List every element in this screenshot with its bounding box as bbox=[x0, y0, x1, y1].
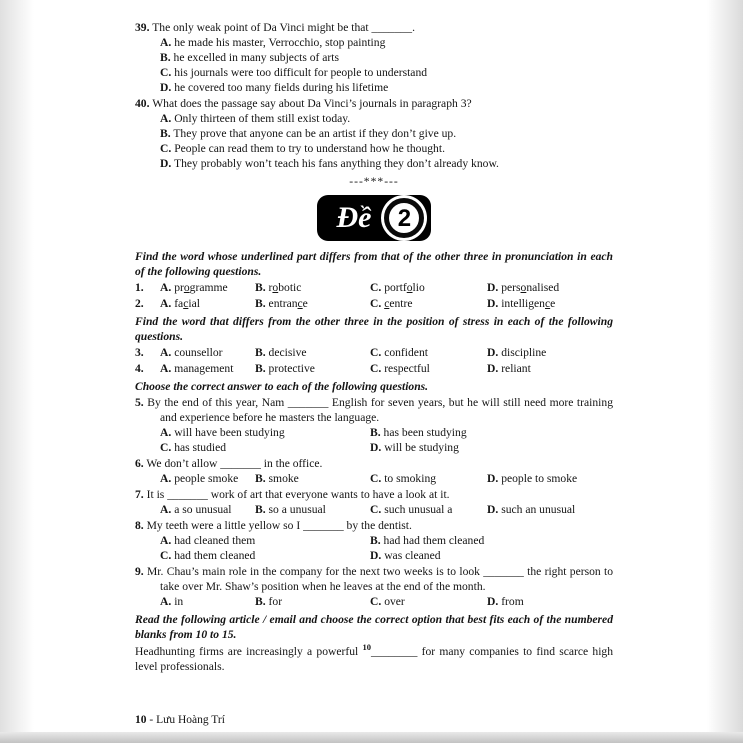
option-label: B. bbox=[255, 362, 266, 375]
answer-option: C. People can read them to try to understand how he thought. bbox=[160, 142, 445, 155]
instruction-text: Find the word whose underlined part differs from that of the other three in pronunciation in each of the following questions. bbox=[135, 250, 613, 278]
answer-option: C. had them cleaned bbox=[160, 549, 256, 562]
options-row bbox=[135, 80, 613, 95]
options-row bbox=[135, 156, 613, 171]
text-part: e bbox=[550, 297, 556, 310]
answer-option: B. had had them cleaned bbox=[370, 534, 485, 547]
superscript-number: 10 bbox=[362, 642, 371, 653]
underlined-letter: c bbox=[183, 297, 189, 310]
answer-option: C. to smoking bbox=[370, 472, 437, 485]
options-row bbox=[135, 502, 613, 517]
answer-option: D. people to smoke bbox=[487, 472, 578, 485]
text-part: e bbox=[302, 297, 308, 310]
option-label: B. bbox=[255, 595, 266, 608]
underlined-letter: o bbox=[183, 281, 190, 294]
answer-option: B. so a unusual bbox=[255, 503, 326, 516]
options-row bbox=[135, 35, 613, 50]
question-text: 39. The only weak point of Da Vinci might be that _______. bbox=[135, 21, 416, 34]
question bbox=[135, 20, 613, 95]
question-text: 5. By the end of this year, Nam _______ English for seven years, but he will still need more training and experience before he masters the language. bbox=[135, 396, 613, 424]
answer-option: D. he covered too many fields during his lifetime bbox=[160, 81, 389, 94]
option-label: D. bbox=[487, 472, 499, 485]
option-label: A. bbox=[160, 595, 172, 608]
question bbox=[135, 361, 613, 376]
instruction-text: Read the following article / email and choose the correct option that best fits each of the numbered blanks from 10 to 15. bbox=[135, 613, 613, 641]
answer-option: D. such an unusual bbox=[487, 503, 576, 516]
question bbox=[135, 296, 613, 311]
question-text: 6. We don’t allow _______ in the office. bbox=[135, 457, 323, 470]
question-row bbox=[135, 345, 613, 360]
option-label: D. bbox=[370, 441, 382, 454]
option-label: C. bbox=[160, 142, 172, 155]
underlined-letter: o bbox=[272, 281, 279, 294]
page-footer bbox=[135, 714, 225, 726]
test-badge bbox=[317, 195, 432, 241]
test-badge-label: Đề bbox=[336, 201, 372, 234]
footer-page-number: 10 bbox=[135, 714, 147, 726]
underlined-letter: c bbox=[297, 297, 303, 310]
doc-content bbox=[135, 20, 613, 674]
option-label: A. bbox=[160, 346, 172, 359]
option-label: D. bbox=[487, 281, 499, 294]
text-part: Headhunting firms are increasingly a powerful bbox=[135, 645, 363, 658]
text-part: ________ for many companies to find scarce high level professionals. bbox=[135, 645, 614, 673]
option-label: B. bbox=[255, 503, 266, 516]
question-number: 40. bbox=[135, 97, 150, 110]
question-text: 40. What does the passage say about Da Vinci’s journals in paragraph 3? bbox=[135, 97, 472, 110]
question-number: 5. bbox=[135, 396, 144, 409]
option-label: B. bbox=[255, 281, 266, 294]
option-label: A. bbox=[160, 534, 172, 547]
options-row bbox=[135, 425, 613, 440]
scan-edge-right bbox=[707, 0, 743, 743]
scan-edge-bottom bbox=[0, 732, 743, 743]
question-number: 2. bbox=[135, 297, 144, 310]
options-row bbox=[135, 65, 613, 80]
option-label: A. bbox=[160, 472, 172, 485]
option-label: C. bbox=[160, 441, 172, 454]
question-number: 6. bbox=[135, 457, 144, 470]
option-label: B. bbox=[255, 472, 266, 485]
options-row bbox=[135, 548, 613, 563]
option-label: A. bbox=[160, 281, 172, 294]
options-row bbox=[135, 440, 613, 455]
options-row bbox=[135, 50, 613, 65]
options-row bbox=[135, 111, 613, 126]
question-text: 9. Mr. Chau’s main role in the company for the next two weeks is to look _______ the right person to take over Mr. Shaw’s position when he leaves at the end of the month. bbox=[135, 565, 613, 593]
option-label: B. bbox=[160, 51, 171, 64]
option-label: C. bbox=[370, 281, 382, 294]
answer-option: D. reliant bbox=[487, 362, 531, 375]
answer-option: B. protective bbox=[255, 362, 315, 375]
question-number: 39. bbox=[135, 21, 150, 34]
answer-option: C. has studied bbox=[160, 441, 227, 454]
text-part: gramme bbox=[189, 281, 228, 294]
answer-option: A. counsellor bbox=[160, 346, 223, 359]
question-row bbox=[135, 361, 613, 376]
section-separator: ---***--- bbox=[349, 175, 399, 188]
answer-option: A. will have been studying bbox=[160, 426, 285, 439]
answer-option: D. discipline bbox=[487, 346, 547, 359]
option-label: B. bbox=[255, 346, 266, 359]
question-text: 7. It is _______ work of art that everyone wants to have a look at it. bbox=[135, 488, 450, 501]
option-label: B. bbox=[160, 127, 171, 140]
answer-option: D. They probably won’t teach his fans anything they don’t already know. bbox=[160, 157, 499, 170]
text-part: entre bbox=[389, 297, 413, 310]
question-row bbox=[135, 296, 613, 311]
answer-option bbox=[370, 296, 487, 311]
answer-option bbox=[160, 280, 255, 295]
text-part: pr bbox=[174, 281, 184, 294]
text-part: lio bbox=[412, 281, 425, 294]
option-label: D. bbox=[487, 503, 499, 516]
question bbox=[135, 456, 613, 486]
option-label: A. bbox=[160, 503, 172, 516]
question bbox=[135, 395, 613, 455]
text-part: portf bbox=[384, 281, 407, 294]
option-label: D. bbox=[487, 346, 499, 359]
scan-edge-left bbox=[0, 0, 34, 743]
text-part: entran bbox=[268, 297, 298, 310]
answer-option bbox=[255, 296, 370, 311]
option-label: A. bbox=[160, 297, 172, 310]
text-part: pers bbox=[501, 281, 521, 294]
answer-option: C. confident bbox=[370, 346, 428, 359]
question bbox=[135, 96, 613, 171]
question-number: 4. bbox=[135, 362, 144, 375]
underlined-letter: c bbox=[384, 297, 390, 310]
answer-option: B. decisive bbox=[255, 346, 307, 359]
option-label: A. bbox=[160, 112, 172, 125]
option-label: A. bbox=[160, 362, 172, 375]
passage-text bbox=[135, 644, 613, 674]
instruction-text: Find the word that differs from the other three in the position of stress in each of the following questions. bbox=[135, 315, 613, 343]
text-part: botic bbox=[278, 281, 302, 294]
answer-option bbox=[487, 296, 613, 311]
option-label: C. bbox=[370, 595, 382, 608]
option-label: D. bbox=[160, 157, 172, 170]
option-label: C. bbox=[160, 66, 172, 79]
question bbox=[135, 487, 613, 517]
option-label: A. bbox=[160, 426, 172, 439]
underlined-letter: o bbox=[520, 281, 527, 294]
answer-option: B. for bbox=[255, 595, 283, 608]
text-part: intelligen bbox=[501, 297, 545, 310]
answer-option: A. people smoke bbox=[160, 472, 239, 485]
option-label: D. bbox=[487, 595, 499, 608]
options-row bbox=[135, 126, 613, 141]
answer-option: A. he made his master, Verrocchio, stop painting bbox=[160, 36, 386, 49]
text-part: fa bbox=[174, 297, 184, 310]
question-number: 3. bbox=[135, 346, 144, 359]
text-part: r bbox=[268, 281, 273, 294]
answer-option: B. smoke bbox=[255, 472, 299, 485]
answer-option: C. his journals were too difficult for people to understand bbox=[160, 66, 428, 79]
answer-option: D. from bbox=[487, 595, 524, 608]
option-label: C. bbox=[160, 549, 172, 562]
option-label: C. bbox=[370, 297, 382, 310]
answer-option: A. in bbox=[160, 595, 184, 608]
text-part: nalised bbox=[526, 281, 560, 294]
answer-option: D. was cleaned bbox=[370, 549, 441, 562]
question bbox=[135, 345, 613, 360]
footer-author: - Lưu Hoàng Trí bbox=[149, 714, 225, 726]
answer-option bbox=[255, 280, 370, 295]
option-label: B. bbox=[370, 534, 381, 547]
answer-option: C. such unusual a bbox=[370, 503, 453, 516]
answer-option: B. he excelled in many subjects of arts bbox=[160, 51, 340, 64]
test-header bbox=[135, 195, 613, 241]
options-row bbox=[135, 471, 613, 486]
answer-option: B. They prove that anyone can be an artist if they don’t give up. bbox=[160, 127, 457, 140]
text-part: ial bbox=[188, 297, 200, 310]
underlined-letter: o bbox=[406, 281, 413, 294]
question-number: 1. bbox=[135, 281, 144, 294]
answer-option: A. management bbox=[160, 362, 234, 375]
question-number: 7. bbox=[135, 488, 144, 501]
option-label: C. bbox=[370, 472, 382, 485]
option-label: D. bbox=[160, 81, 172, 94]
question-row bbox=[135, 280, 613, 295]
answer-option bbox=[160, 296, 255, 311]
option-label: C. bbox=[370, 346, 382, 359]
options-row bbox=[135, 533, 613, 548]
answer-option: D. will be studying bbox=[370, 441, 459, 454]
option-label: B. bbox=[255, 297, 266, 310]
option-label: A. bbox=[160, 36, 172, 49]
answer-option: C. over bbox=[370, 595, 405, 608]
options-row bbox=[135, 141, 613, 156]
answer-option bbox=[487, 280, 613, 295]
instruction-text: Choose the correct answer to each of the following questions. bbox=[135, 380, 429, 393]
question bbox=[135, 564, 613, 609]
option-label: D. bbox=[370, 549, 382, 562]
question-text: 8. My teeth were a little yellow so I _______ by the dentist. bbox=[135, 519, 412, 532]
question-number: 8. bbox=[135, 519, 144, 532]
option-label: C. bbox=[370, 503, 382, 516]
question bbox=[135, 518, 613, 563]
option-label: C. bbox=[370, 362, 382, 375]
option-label: B. bbox=[370, 426, 381, 439]
answer-option: A. Only thirteen of them still exist today. bbox=[160, 112, 351, 125]
answer-option: A. a so unusual bbox=[160, 503, 232, 516]
options-row bbox=[135, 594, 613, 609]
answer-option: C. respectful bbox=[370, 362, 430, 375]
option-label: D. bbox=[487, 297, 499, 310]
answer-option: A. had cleaned them bbox=[160, 534, 256, 547]
question bbox=[135, 280, 613, 295]
question-number: 9. bbox=[135, 565, 144, 578]
test-number-circle: 2 bbox=[384, 198, 424, 238]
answer-option: B. has been studying bbox=[370, 426, 467, 439]
option-label: D. bbox=[487, 362, 499, 375]
answer-option bbox=[370, 280, 487, 295]
underlined-letter: c bbox=[544, 297, 551, 310]
